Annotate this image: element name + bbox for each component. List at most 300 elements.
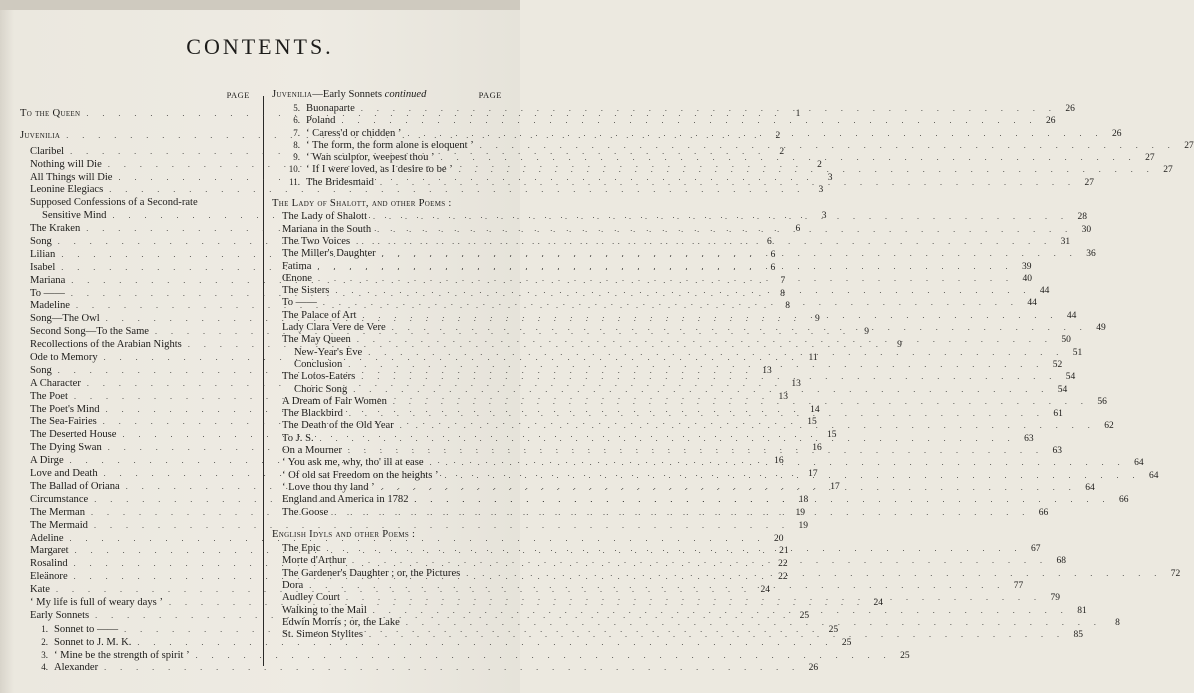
entry-page-number: 44 [1027, 298, 1037, 309]
entry-number: 11. [289, 176, 300, 187]
entry-page-number: 77 [1013, 580, 1024, 591]
toc-entry [272, 235, 1071, 248]
entry-title [20, 130, 60, 143]
entry-title [20, 597, 163, 610]
entry-text: Leonine Elegiacs [30, 184, 104, 196]
entry-text: Choric Song [294, 383, 348, 395]
entry-text: Conclusion [294, 358, 343, 370]
entry-text: The Ballad of Oriana [30, 480, 120, 492]
entry-page-number: 25 [799, 610, 810, 621]
entry-text: On a Mourner [282, 445, 343, 457]
entry-title [20, 468, 98, 481]
entry-page-number: 25 [900, 650, 910, 661]
entry-number: 7. [293, 127, 300, 138]
section-heading-main: Juvenilia [272, 89, 313, 100]
entry-page-number: 2 [775, 130, 781, 141]
entry-text: Poland [306, 115, 336, 127]
entry-text: ‘ The form, the form alone is eloquent ’ [306, 139, 474, 151]
entry-number: 2. [41, 636, 48, 647]
entry-page-number: 21 [779, 546, 789, 557]
toc-entry [272, 151, 1155, 164]
entry-title [20, 520, 88, 533]
entry-text: The Palace of Art [282, 309, 357, 321]
section-heading [272, 89, 426, 100]
toc-entry [272, 163, 1173, 176]
entry-page-number: 3 [821, 211, 827, 222]
entry-page-number: 17 [830, 481, 840, 492]
entry-page-number: 62 [1104, 421, 1114, 432]
entry-title [272, 359, 342, 371]
entry-title [20, 584, 50, 597]
entry-title [20, 223, 80, 236]
entry-text: English Idyls and other Poems : [272, 528, 416, 540]
entry-page-number: 44 [1066, 310, 1077, 321]
dot-leader [342, 445, 1044, 457]
dot-leader [314, 433, 1016, 445]
entry-page-number: 2 [817, 159, 822, 170]
entry-text: A Dirge [30, 455, 64, 467]
entry-text: The Miller's Daughter [282, 248, 376, 260]
dot-leader [321, 543, 1023, 555]
entry-number: 10. [288, 164, 300, 175]
entry-page-number: 22 [778, 572, 788, 583]
dot-leader [374, 177, 1076, 189]
entry-text: To the Queen [20, 108, 81, 119]
entry-page-number: 20 [774, 533, 784, 544]
entry-text: The Kraken [30, 223, 81, 235]
entry-text: Adeline [30, 532, 64, 544]
entry-page-number: 39 [1021, 261, 1032, 272]
entry-title [272, 420, 394, 432]
entry-text: ‘ Of old sat Freedom on the heights ’ [282, 469, 439, 481]
entry-title [272, 139, 474, 152]
entry-text: ‘ If I were loved, as I desire to be ’ [306, 164, 453, 176]
entry-title [272, 127, 401, 140]
entry-text: Madeline [30, 300, 71, 312]
entry-page-number: 25 [841, 637, 852, 648]
entry-page-number: 14 [810, 404, 820, 415]
dot-leader [312, 273, 1014, 285]
entry-page-number: 7 [780, 275, 786, 286]
page-column-label: PAGE [478, 90, 502, 100]
dot-leader [394, 420, 1096, 432]
entry-title [272, 555, 346, 567]
entry-number: 5. [293, 103, 300, 113]
entry-page-number: 8 [1115, 617, 1120, 628]
entry-title [20, 391, 68, 404]
entry-title [272, 470, 439, 482]
entry-title [20, 313, 100, 326]
entry-text: The Goose [282, 506, 329, 518]
entry-number: 1. [41, 623, 48, 634]
entry-title [272, 529, 415, 541]
entry-title [272, 211, 367, 223]
entry-text: The Merman [30, 506, 86, 518]
entry-text: The Mermaid [30, 519, 88, 531]
entry-title [20, 429, 116, 442]
dot-leader [474, 140, 1176, 152]
entry-page-number: 64 [1149, 470, 1159, 481]
entry-page-number: 15 [826, 430, 837, 441]
entry-page-number: 6 [767, 237, 772, 248]
entry-page-number: 61 [1053, 409, 1063, 420]
entry-title [20, 326, 149, 339]
entry-page-number: 13 [791, 378, 801, 389]
entry-title [272, 347, 362, 359]
entry-text: Rosalind [30, 558, 68, 570]
entry-title [272, 176, 374, 189]
dot-leader [386, 322, 1088, 334]
entry-title [20, 661, 98, 675]
toc-entry [20, 636, 852, 649]
dot-leader [453, 164, 1155, 176]
entry-title [272, 482, 375, 494]
toc-entry [20, 519, 808, 533]
dot-leader [356, 310, 1058, 322]
entry-page-number: 24 [760, 585, 770, 596]
entry-text: The Two Voices [282, 235, 351, 247]
entry-title [20, 416, 97, 429]
entry-text: A Character [30, 377, 81, 389]
toc-entry [272, 114, 1056, 127]
section-heading-continued: continued [384, 89, 427, 100]
entry-text: Œnone [282, 272, 313, 284]
entry-page-number: 85 [1073, 630, 1083, 641]
entry-title [272, 580, 303, 592]
entry-title [20, 184, 103, 197]
dot-leader [376, 248, 1078, 260]
dot-leader [303, 580, 1005, 592]
entry-title [20, 533, 64, 546]
entry-title [20, 210, 106, 223]
entry-title [272, 273, 312, 285]
entry-title [20, 275, 65, 288]
entry-page-number: 3 [827, 172, 833, 183]
entry-page-number: 8 [780, 288, 785, 299]
entry-page-number: 27 [1163, 165, 1173, 176]
dot-leader [346, 555, 1048, 567]
entry-page-number: 13 [762, 365, 772, 376]
entry-text: ‘ Wan sculptor, weepest thou ’ [306, 152, 435, 164]
entry-page-number: 26 [1111, 128, 1122, 139]
entry-text: Circumstance [30, 493, 89, 505]
entry-text: The Epic [282, 543, 321, 555]
entry-page-number: 49 [1096, 323, 1106, 334]
entry-page-number: 66 [1038, 507, 1049, 518]
dot-leader [363, 629, 1065, 641]
dot-leader [424, 457, 1126, 469]
entry-title [272, 114, 335, 127]
entry-title [20, 378, 81, 391]
toc-entry [272, 322, 1106, 334]
toc-entry [20, 184, 824, 197]
dot-leader [375, 482, 1077, 494]
entry-title [20, 481, 120, 494]
entry-title [20, 558, 68, 571]
entry-title [272, 457, 424, 469]
entry-text: The Lotos-Eaters [282, 371, 356, 383]
toc-entry [272, 529, 508, 541]
toc-entry [272, 371, 1076, 383]
entry-text: Morte d'Arthur [282, 555, 346, 567]
entry-text: Nothing will Die [30, 158, 102, 170]
entry-title [20, 623, 118, 637]
toc-entry [272, 272, 1033, 285]
entry-text: Second Song—To the Same [30, 326, 150, 338]
entry-title [272, 322, 386, 334]
entry-text: Juvenilia [20, 129, 61, 141]
entry-text: Fatima [282, 260, 312, 272]
entry-text: Edwin Morris ; or, the Lake [282, 616, 400, 628]
entry-page-number: 25 [828, 624, 839, 635]
entry-page-number: 52 [1052, 359, 1063, 370]
dot-leader [351, 334, 1053, 346]
entry-page-number: 9 [815, 314, 820, 325]
entry-text: Buonaparte [306, 103, 355, 114]
entry-title [20, 649, 190, 663]
entry-title [272, 236, 350, 248]
entry-text: ‘ Love thou thy land ’ [282, 481, 375, 493]
entry-text: To J. S. [282, 432, 314, 444]
entry-text: Ode to Memory [30, 352, 98, 364]
dot-leader [329, 285, 1031, 297]
entry-title [272, 617, 400, 629]
entry-text: Sensitive Mind [42, 210, 107, 222]
dot-leader [350, 236, 1052, 248]
entry-title [272, 248, 376, 260]
dot-leader [362, 347, 1064, 359]
entry-page-number: 66 [1119, 495, 1129, 506]
entry-page-number: 2 [779, 146, 785, 157]
entry-page-number: 16 [774, 456, 784, 467]
toc-entry [20, 661, 819, 674]
toc-entry [272, 211, 1088, 223]
toc-entry [20, 197, 256, 210]
entry-number: 6. [293, 115, 300, 126]
entry-text: Love and Death [30, 468, 98, 480]
entry-page-number: 6 [770, 262, 776, 273]
dot-leader [340, 592, 1042, 604]
page-title: CONTENTS. [186, 34, 334, 59]
entry-page-number: 64 [1134, 458, 1144, 469]
left-header [20, 88, 256, 102]
entry-page-number: 63 [1052, 446, 1063, 457]
dot-leader [400, 617, 1102, 629]
entry-page-number: 27 [1084, 177, 1094, 188]
entry-text: Early Sonnets [30, 609, 90, 621]
entry-text: Sonnet to J. M. K. [54, 636, 132, 648]
entry-title [20, 636, 131, 650]
entry-text: The Sisters [282, 285, 330, 297]
entry-text: New-Year's Eve [294, 346, 363, 358]
entry-title [20, 442, 102, 455]
entry-text: Lady Clara Vere de Vere [282, 322, 386, 334]
toc-entry [272, 260, 1032, 273]
entry-text: A Dream of Fair Women [282, 395, 387, 407]
entry-title [272, 297, 317, 309]
entry-title [272, 151, 435, 164]
entry-title [272, 371, 355, 383]
entry-page-number: 64 [1085, 482, 1095, 493]
entry-title [20, 545, 69, 558]
entry-text: Margaret [30, 545, 69, 557]
entry-text: Sonnet to —— [54, 623, 119, 635]
entry-page-number: 54 [1057, 384, 1068, 395]
entry-text: The Death of the Old Year [282, 420, 394, 432]
entry-title [272, 568, 460, 580]
entry-text: Isabel [30, 261, 56, 273]
entry-page-number: 24 [873, 597, 883, 608]
entry-page-number: 16 [812, 443, 822, 454]
dot-leader [317, 297, 1019, 309]
toc-entry [272, 176, 1094, 188]
toc-entry [272, 102, 1075, 114]
entry-page-number: 18 [798, 494, 809, 505]
entry-page-number: 6 [795, 224, 801, 235]
entry-page-number: 72 [1170, 568, 1181, 579]
entry-title [20, 197, 198, 210]
entry-title [272, 396, 387, 408]
entry-title [272, 507, 328, 519]
entry-page-number: 11 [808, 353, 818, 364]
entry-text: The Sea-Fairies [30, 416, 97, 428]
entry-title [272, 334, 351, 346]
entry-text: Dora [282, 579, 304, 591]
toc-entry [272, 248, 1096, 260]
entry-page-number: 40 [1022, 273, 1033, 284]
entry-text: The Deserted House [30, 429, 117, 441]
entry-page-number: 30 [1081, 224, 1092, 235]
entry-text: Mariana in the South [282, 223, 372, 235]
entry-page-number: 81 [1077, 605, 1087, 616]
dot-leader [347, 384, 1049, 396]
entry-page-number: 26 [808, 663, 819, 674]
entry-title [20, 172, 113, 185]
page-column-label: PAGE [226, 90, 250, 100]
entry-text: The Blackbird [282, 408, 343, 420]
dot-leader [439, 470, 1141, 482]
entry-title [272, 543, 321, 555]
entry-page-number: 63 [1024, 433, 1034, 444]
dot-leader [435, 152, 1137, 164]
entry-text: Lilian [30, 248, 56, 260]
entry-page-number: 6 [770, 249, 776, 260]
entry-text: Mariana [30, 274, 66, 286]
entry-title [272, 261, 311, 273]
entry-text: ‘ You ask me, why, tho' ill at ease [282, 457, 424, 469]
entry-title [20, 159, 102, 172]
dot-leader [98, 662, 800, 675]
entry-text: Alexander [54, 662, 99, 674]
entry-text: The Bridesmaid [306, 176, 374, 188]
dot-leader [328, 507, 1030, 519]
entry-text: The Gardener's Daughter ; or, the Pictures [282, 567, 461, 579]
entry-page-number: 15 [807, 417, 817, 428]
dot-leader [355, 371, 1057, 383]
toc-entry [272, 334, 1071, 346]
entry-page-number: 51 [1072, 347, 1083, 358]
entry-title [20, 494, 88, 507]
entry-title [20, 339, 182, 352]
dot-leader [367, 211, 1069, 223]
dot-leader [371, 224, 1073, 236]
entry-text: Eleänore [30, 571, 68, 583]
entry-title [272, 198, 452, 210]
entry-title [272, 445, 342, 457]
entry-page-number: 19 [798, 520, 808, 531]
toc-entry [272, 127, 1122, 139]
entry-page-number: 8 [785, 301, 791, 312]
entry-text: Recollections of the Arabian Nights [30, 339, 182, 351]
entry-text: The Dying Swan [30, 442, 102, 454]
dot-leader [367, 605, 1069, 617]
entry-text: Kate [30, 584, 50, 596]
entry-page-number: 54 [1065, 372, 1076, 383]
dot-leader [387, 396, 1089, 408]
dot-leader [190, 650, 892, 663]
toc-entry [272, 198, 508, 210]
entry-title [20, 352, 98, 365]
entry-title [272, 285, 329, 297]
entry-number: 8. [293, 139, 300, 150]
entry-page-number: 44 [1039, 286, 1050, 297]
entry-text: St. Simeon Stylites [282, 629, 363, 641]
entry-number: 4. [41, 662, 48, 673]
entry-text: Song [30, 236, 52, 248]
entry-text: England and America in 1782 [282, 494, 409, 506]
entry-title [20, 455, 64, 468]
entry-page-number: 17 [808, 469, 818, 480]
toc-entry [272, 297, 1037, 309]
entry-page-number: 9 [864, 327, 870, 338]
entry-page-number: 67 [1031, 544, 1041, 555]
entry-title [20, 288, 65, 301]
entry-title [272, 224, 371, 236]
entry-page-number: 22 [778, 559, 788, 570]
entry-text: The Lady of Shalott, and other Poems : [272, 198, 452, 210]
entry-page-number: 50 [1061, 335, 1071, 346]
entry-title [20, 571, 68, 584]
entry-page-number: 28 [1077, 212, 1088, 223]
entry-title [272, 494, 409, 506]
entry-title [272, 163, 453, 176]
entry-page-number: 26 [1045, 116, 1056, 127]
entry-page-number: 19 [795, 507, 806, 518]
entry-text: Supposed Confessions of a Second-rate [30, 197, 198, 209]
entry-text: Song—The Owl [30, 313, 100, 325]
entry-page-number: 3 [818, 185, 824, 196]
entry-title [20, 236, 52, 249]
entry-text: Audley Court [282, 592, 340, 604]
entry-text: The May Queen [282, 334, 351, 346]
toc-entry [20, 649, 910, 662]
entry-text: To —— [30, 287, 65, 299]
toc-entry [272, 309, 1077, 322]
page-top-edge [0, 0, 520, 10]
entry-title [20, 610, 89, 623]
entry-text: All Things will Die [30, 171, 113, 183]
toc-entry [272, 616, 1120, 629]
toc-entry [272, 139, 1194, 151]
entry-text: ‘ Mine be the strength of spirit ’ [54, 649, 190, 661]
entry-page-number: 68 [1056, 556, 1066, 567]
dot-leader [460, 568, 1162, 580]
entry-title [20, 146, 64, 159]
entry-title [272, 384, 347, 396]
entry-text: ‘ Caress'd or chidden ’ [306, 127, 402, 139]
entry-title [20, 300, 70, 313]
entry-title [20, 507, 85, 520]
